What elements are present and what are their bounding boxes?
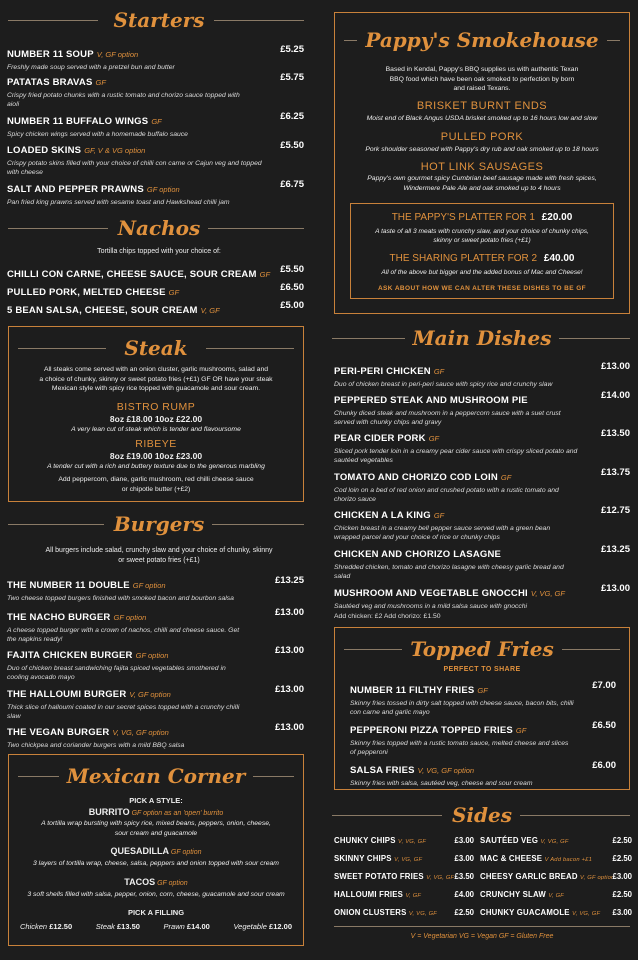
menu-item: CHICKEN AND CHORIZO LASAGNE £13.25 Shredded chicken, tomato and chorizo lasagne with cheesy garlic bread and salad xyxy=(334,544,630,580)
side-item: SWEET POTATO FRIES V, VG, GF xyxy=(334,872,455,881)
quesadilla-desc: 3 layers of tortilla wrap, cheese, salsa, peppers and onion topped with sour cream xyxy=(33,860,279,867)
side-item: MAC & CHEESE V Add bacon +£1 xyxy=(480,854,592,863)
smokehouse-item-title: PULLED PORK xyxy=(440,131,524,143)
menu-item: SALT AND PEPPER PRAWNS GF option £6.75 Pan fried king prawns served with sesame toast and Hawkshead chilli jam xyxy=(7,179,304,206)
smokehouse-item-title: HOT LINK SAUSAGES xyxy=(420,161,544,173)
steak-sauces: Add peppercorn, diane, garlic mushroom, red chilli cheese sauce or chipotle butter (+£2) xyxy=(58,476,254,493)
menu-item: PATATAS BRAVAS GF £5.75 Crispy fried potato chunks with a rustic tomato and chorizo sauce topped with aioli xyxy=(7,72,304,108)
side-price: £3.00 xyxy=(454,854,474,863)
rump-title: BISTRO RUMP xyxy=(116,401,196,413)
nachos-heading: Nachos xyxy=(0,216,318,240)
side-price: £3.50 xyxy=(454,872,474,881)
smokehouse-item-desc: Pappy's own gourmet spicy Cumbrian beef sausage made with fresh spices, Windermere Pale Ale and oak smoked up to 4 hours xyxy=(367,175,597,192)
side-price: £2.50 xyxy=(612,854,632,863)
menu-item: PEPPERONI PIZZA TOPPED FRIES GF £6.50 Skinny fries topped with a rustic tomato sauce, melted cheese and slices of pepperoni xyxy=(350,720,616,756)
filling: Prawn £14.00 xyxy=(163,922,210,931)
quesadilla: QUESADILLA GF option xyxy=(110,846,202,856)
menu-item: PEPPERED STEAK AND MUSHROOM PIE £14.00 Chunky diced steak and mushroom in a peppercorn sauce with a suet crust served with chunky chips and gravy xyxy=(334,390,630,426)
filling: Chicken £12.50 xyxy=(20,922,73,931)
ribeye-desc: A tender cut with a rich and buttery texture due to the generous marbling xyxy=(47,463,265,470)
ribeye-title: RIBEYE xyxy=(135,438,177,450)
smokehouse-intro: Based in Kendal, Pappy's BBQ supplies us with authentic Texan BBQ food which have been oak smoked to perfection by born and raised Texans. xyxy=(385,66,579,92)
menu-item: THE NUMBER 11 DOUBLE GF option £13.25 Two cheese topped burgers finished with smoked bacon and bourbon salsa xyxy=(7,575,304,602)
rump-desc: A very lean cut of steak which is tender and flavoursome xyxy=(71,426,241,433)
fries-subtitle: PERFECT TO SHARE xyxy=(443,666,521,673)
menu-item: PEAR CIDER PORK GF £13.50 Sliced pork tender loin in a creamy pear cider sauce with crispy sliced potato and sautéed vegetables xyxy=(334,428,630,464)
mains-heading: Main Dishes xyxy=(326,326,638,350)
smokehouse-heading: Pappy's Smokehouse xyxy=(334,28,630,52)
menu-item: THE NACHO BURGER GF option £13.00 A cheese topped burger with a crown of nachos, chilli and cheese sauce. Get the napkins ready! xyxy=(7,607,304,643)
side-item: SKINNY CHIPS V, VG, GF xyxy=(334,854,423,863)
pick-filling: PICK A FILLING xyxy=(127,908,185,917)
gf-note: ASK ABOUT HOW WE CAN ALTER THESE DISHES TO BE GF xyxy=(377,285,587,292)
side-item: CHEESY GARLIC BREAD V, GF option xyxy=(480,872,615,881)
diet-legend: V = Vegetarian VG = Vegan GF = Gluten Free xyxy=(410,933,554,940)
burrito-desc: A tortilla wrap bursting with spicy rice, mixed beans, peppers, onion, cheese, sour cream and guacamole xyxy=(41,820,271,837)
menu-item: THE VEGAN BURGER V, VG, GF option £13.00 Two chickpea and coriander burgers with a mild BBQ salsa xyxy=(7,722,304,749)
menu-item: MUSHROOM AND VEGETABLE GNOCCHI V, VG, GF £13.00 Sautéed veg and mushrooms in a mild salsa sauce with gnocchi Add chicken: £2 Add chorizo: £1.50 xyxy=(334,583,630,620)
filling: Vegetable £12.00 xyxy=(233,922,292,931)
smokehouse-item-desc: Moist end of Black Angus USDA brisket smoked up to 16 hours low and slow xyxy=(366,115,598,122)
mexican-heading: Mexican Corner xyxy=(8,764,304,788)
platter1-desc: A taste of all 3 meats with crunchy slaw, and your choice of chunky chips, skinny or sweet potato fries (+£1) xyxy=(375,228,589,244)
fries-heading: Topped Fries xyxy=(334,637,630,661)
side-price: £3.00 xyxy=(612,872,632,881)
menu-item: PULLED PORK, MELTED CHEESE GF £6.50 xyxy=(7,282,304,298)
side-item: HALLOUMI FRIES V, GF xyxy=(334,890,422,899)
side-price: £4.00 xyxy=(454,890,474,899)
menu-item: PERI-PERI CHICKEN GF £13.00 Duo of chicken breast in peri-peri sauce with spicy rice and crunchy slaw xyxy=(334,361,630,388)
platter2: THE SHARING PLATTER FOR 2 £40.00 xyxy=(389,253,575,264)
platter1: THE PAPPY'S PLATTER FOR 1 £20.00 xyxy=(391,212,573,223)
platter2-desc: All of the above but bigger and the added bonus of Mac and Cheese! xyxy=(381,269,583,276)
smokehouse-item-title: BRISKET BURNT ENDS xyxy=(416,100,548,112)
filling: Steak £13.50 xyxy=(95,922,140,931)
tacos-desc: 3 soft shells filled with salsa, pepper, onion, corn, cheese, guacamole and sour cream xyxy=(27,891,285,898)
menu-item: FAJITA CHICKEN BURGER GF option £13.00 Duo of chicken breast sandwiching fajita spiced vegetables smothered in cooling avocado mayo xyxy=(7,645,304,681)
tacos: TACOS GF option xyxy=(124,877,188,887)
side-price: £3.00 xyxy=(612,908,632,917)
menu-item: SALSA FRIES V, VG, GF option £6.00 Skinny fries with salsa, sautéed veg, cheese and sour cream xyxy=(350,760,616,787)
sides-heading: Sides xyxy=(326,803,638,827)
nachos-intro: Tortilla chips topped with your choice of: xyxy=(97,248,221,255)
side-item: CRUNCHY SLAW V, GF xyxy=(480,890,565,899)
mains-addons: Add chicken: £2 Add chorizo: £1.50 xyxy=(334,613,441,620)
starters-heading: Starters xyxy=(0,8,318,32)
ribeye-prices: 8oz £19.00 10oz £23.00 xyxy=(109,451,203,461)
menu-item: CHICKEN A LA KING GF £12.75 Chicken breast in a creamy bell pepper sauce served with a green bean wrapped parcel and your choice of rice or chunky chips xyxy=(334,505,630,541)
side-price: £3.00 xyxy=(454,836,474,845)
side-price: £2.50 xyxy=(612,890,632,899)
menu-item: NUMBER 11 BUFFALO WINGS GF £6.25 Spicy chicken wings served with a homemade buffalo sauce xyxy=(7,111,304,138)
legend-line xyxy=(334,926,630,927)
fillings-row xyxy=(20,922,292,931)
steak-intro: All steaks come served with an onion cluster, garlic mushrooms, salad and a choice of chunky, skinny or sweet potato fries (+£1) GF OR have your steak Mexican style with spicy rice topped with guacamole and sour cream. xyxy=(39,366,273,392)
side-price: £2.50 xyxy=(454,908,474,917)
menu-item: NUMBER 11 FILTHY FRIES GF £7.00 Skinny fries tossed in dirty salt topped with cheese sauce, bacon bits, chilli con carne and garlic mayo xyxy=(350,680,616,716)
menu-item: NUMBER 11 SOUP V, GF option £5.25 Freshly made soup served with a pretzel bun and butter xyxy=(7,44,304,71)
smokehouse-item-desc: Pork shoulder seasoned with Pappy's dry rub and oak smoked up to 18 hours xyxy=(365,146,599,153)
menu-item: TOMATO AND CHORIZO COD LOIN GF £13.75 Cod loin on a bed of red onion and crushed potato with a rustic tomato and chorizo sauce xyxy=(334,467,630,503)
menu-item: THE HALLOUMI BURGER V, GF option £13.00 Thick slice of halloumi coated in our secret spices topped with a crunchy chilli slaw xyxy=(7,684,304,720)
menu-item: CHILLI CON CARNE, CHEESE SAUCE, SOUR CREAM GF £5.50 xyxy=(7,264,304,280)
side-price: £2.50 xyxy=(612,836,632,845)
menu-item: LOADED SKINS GF, V & VG option £5.50 Crispy potato skins filled with your choice of chilli con carne or Cajun veg and topped with cheese xyxy=(7,140,304,176)
burgers-heading: Burgers xyxy=(0,512,318,536)
side-item: ONION CLUSTERS V, VG, GF xyxy=(334,908,438,917)
side-item: SAUTÉED VEG V, VG, GF xyxy=(480,836,569,845)
steak-heading: Steak xyxy=(8,336,304,360)
burgers-intro: All burgers include salad, crunchy slaw and your choice of chunky, skinny or sweet potato fries (+£1) xyxy=(45,547,273,564)
burrito: BURRITO GF option as an 'open' burrito xyxy=(88,807,224,817)
menu-item: 5 BEAN SALSA, CHEESE, SOUR CREAM V, GF £5.00 xyxy=(7,300,304,316)
side-item: CHUNKY CHIPS V, VG, GF xyxy=(334,836,427,845)
pick-style: PICK A STYLE: xyxy=(129,796,183,805)
side-item: CHUNKY GUACAMOLE V, VG, GF xyxy=(480,908,601,917)
rump-prices: 8oz £18.00 10oz £22.00 xyxy=(109,414,203,424)
